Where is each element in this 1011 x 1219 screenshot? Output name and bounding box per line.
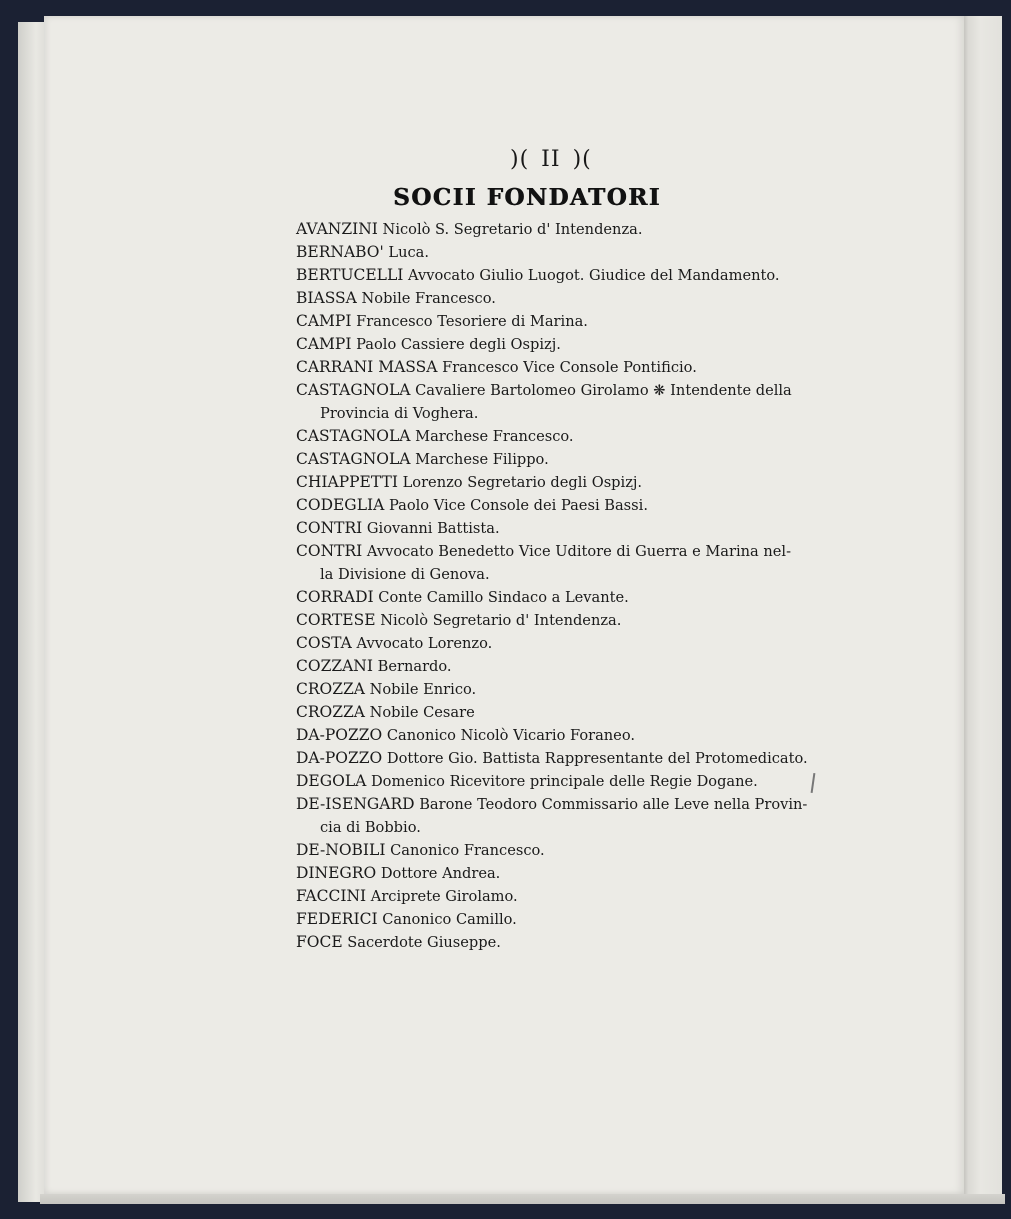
member-details: Giovanni Battista. <box>362 520 500 537</box>
list-item <box>296 632 806 655</box>
list-item <box>296 425 806 448</box>
list-item <box>296 793 806 816</box>
member-surname: CROZZA <box>296 680 365 698</box>
member-surname: CORTESE <box>296 611 376 629</box>
list-item <box>296 494 806 517</box>
member-details: Conte Camillo Sindaco a Levante. <box>373 589 629 606</box>
member-details: Avvocato Benedetto Vice Uditore di Guerra e Marina nel- <box>362 543 791 560</box>
list-item <box>296 356 806 379</box>
member-details: Nobile Enrico. <box>364 681 477 698</box>
list-item <box>296 287 806 310</box>
member-details: Marchese Filippo. <box>410 451 549 468</box>
list-item <box>296 218 806 241</box>
member-details: Francesco Vice Console Pontificio. <box>437 359 697 376</box>
member-details: Avvocato Lorenzo. <box>351 635 493 652</box>
list-item <box>296 379 806 402</box>
list-item <box>296 701 806 724</box>
member-surname: CORRADI <box>296 588 374 606</box>
member-surname: CAMPI <box>296 335 352 353</box>
member-surname: CASTAGNOLA <box>296 450 411 468</box>
member-surname: CASTAGNOLA <box>296 427 411 445</box>
member-surname: FOCE <box>296 933 343 951</box>
member-surname: DE-ISENGARD <box>296 795 415 813</box>
member-details: Nicolò Segretario d' Intendenza. <box>375 612 622 629</box>
section-title: SOCII FONDATORI <box>393 184 661 211</box>
list-item-continuation: Provincia di Voghera. <box>320 405 479 422</box>
list-item <box>296 586 806 609</box>
member-surname: CARRANI MASSA <box>296 358 438 376</box>
list-item <box>296 264 806 287</box>
list-item <box>296 609 806 632</box>
page-number-left-bracket: )( <box>510 147 530 172</box>
member-surname: COZZANI <box>296 657 373 675</box>
member-surname: DINEGRO <box>296 864 377 882</box>
list-item <box>296 241 806 264</box>
member-details: Lorenzo Segretario degli Ospizj. <box>397 474 643 491</box>
member-details: Marchese Francesco. <box>410 428 574 445</box>
member-details: Paolo Vice Console dei Paesi Bassi. <box>384 497 648 514</box>
member-details: Paolo Cassiere degli Ospizj. <box>351 336 561 353</box>
member-details: Bernardo. <box>373 658 452 675</box>
member-details: Cavaliere Bartolomeo Girolamo ❋ Intendente della <box>410 382 792 399</box>
member-details: Dottore Gio. Battista Rappresentante del Protomedicato. <box>382 750 808 767</box>
list-item <box>296 333 806 356</box>
member-surname: CONTRI <box>296 519 363 537</box>
list-item <box>296 448 806 471</box>
member-surname: COSTA <box>296 634 352 652</box>
member-details: Sacerdote Giuseppe. <box>342 934 501 951</box>
member-surname: BIASSA <box>296 289 357 307</box>
member-surname: FEDERICI <box>296 910 378 928</box>
list-item <box>296 862 806 885</box>
member-surname: DA-POZZO <box>296 749 383 767</box>
member-surname: CASTAGNOLA <box>296 381 411 399</box>
member-surname: DA-POZZO <box>296 726 383 744</box>
member-surname: CODEGLIA <box>296 496 385 514</box>
page-number-value: II <box>541 147 561 172</box>
member-details: Avvocato Giulio Luogot. Giudice del Mandamento. <box>403 267 780 284</box>
member-details: Dottore Andrea. <box>376 865 501 882</box>
member-surname: DE-NOBILI <box>296 841 386 859</box>
list-item-continuation: la Divisione di Genova. <box>320 566 490 583</box>
list-item <box>296 885 806 908</box>
member-surname: AVANZINI <box>296 220 378 238</box>
member-surname: FACCINI <box>296 887 367 905</box>
list-item <box>296 517 806 540</box>
list-item <box>296 908 806 931</box>
member-details: Nicolò S. Segretario d' Intendenza. <box>377 221 643 238</box>
list-item <box>296 770 806 793</box>
member-details: Nobile Cesare <box>364 704 475 721</box>
list-item <box>296 310 806 333</box>
member-surname: DEGOLA <box>296 772 367 790</box>
member-details: Francesco Tesoriere di Marina. <box>351 313 588 330</box>
member-details: Canonico Francesco. <box>385 842 545 859</box>
list-item <box>296 471 806 494</box>
next-page-edge <box>966 16 1002 1194</box>
list-item <box>296 724 806 747</box>
page-number-right-bracket: )( <box>572 147 592 172</box>
list-item-continuation: cia di Bobbio. <box>320 819 421 836</box>
list-item <box>296 540 806 563</box>
page-number <box>508 147 594 172</box>
member-details: Arciprete Girolamo. <box>366 888 518 905</box>
bottom-page-edge <box>40 1194 1005 1204</box>
member-surname: BERNABO' <box>296 243 384 261</box>
member-surname: CAMPI <box>296 312 352 330</box>
member-surname: CROZZA <box>296 703 365 721</box>
member-surname: CONTRI <box>296 542 363 560</box>
members-list <box>296 218 806 954</box>
member-details: Barone Teodoro Commissario alle Leve nella Provin- <box>414 796 808 813</box>
member-surname: CHIAPPETTI <box>296 473 398 491</box>
list-item <box>296 839 806 862</box>
member-details: Luca. <box>383 244 430 261</box>
list-item <box>296 747 806 770</box>
member-details: Canonico Nicolò Vicario Foraneo. <box>382 727 635 744</box>
list-item <box>296 655 806 678</box>
member-details: Domenico Ricevitore principale delle Regie Dogane. <box>366 773 758 790</box>
member-details: Canonico Camillo. <box>377 911 517 928</box>
member-details: Nobile Francesco. <box>356 290 496 307</box>
member-surname: BERTUCELLI <box>296 266 404 284</box>
list-item <box>296 931 806 954</box>
list-item <box>296 678 806 701</box>
